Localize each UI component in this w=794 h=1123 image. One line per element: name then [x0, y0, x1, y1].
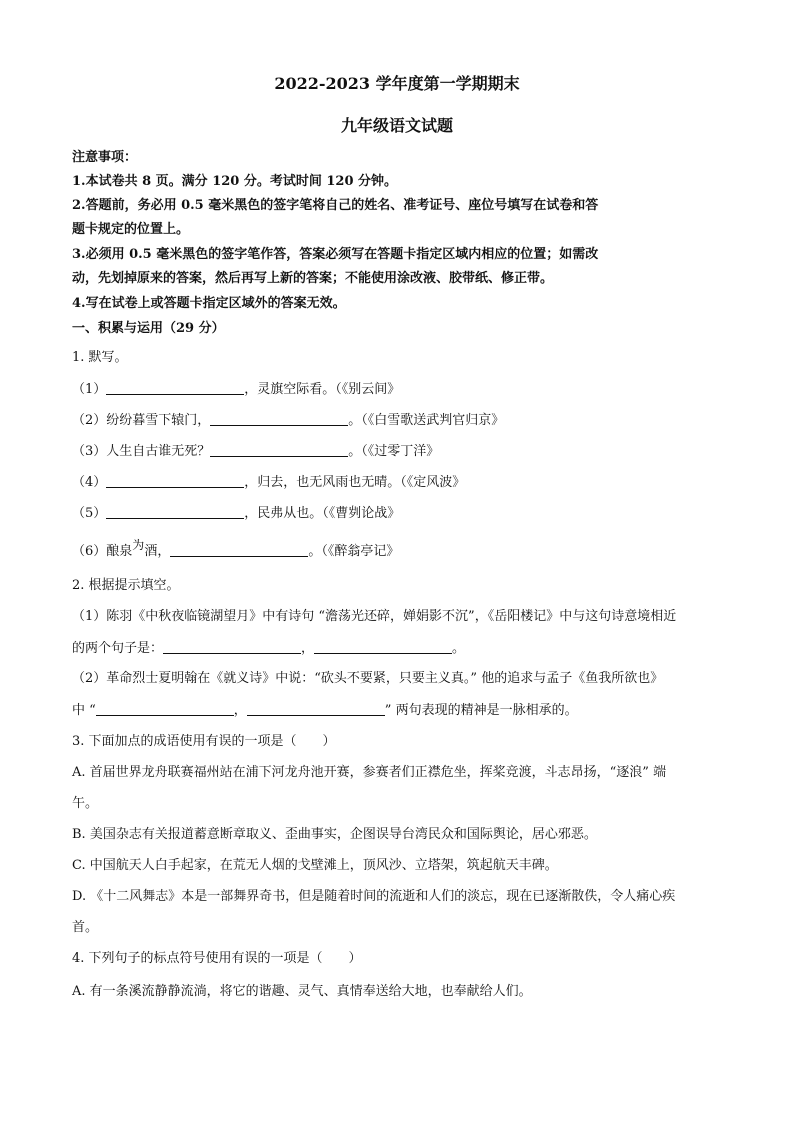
- option-a-cont: 午。: [72, 796, 99, 811]
- section-heading: 一、积累与运用（29 分）: [72, 321, 225, 336]
- answer-blank[interactable]: [96, 701, 234, 716]
- fill-item: [72, 473, 465, 492]
- item-text: 。（《过零丁洋》: [348, 444, 440, 459]
- answer-blank[interactable]: [106, 504, 244, 519]
- option-d-cont: 首。: [72, 920, 99, 935]
- item-text: 人生自古谁无死？: [106, 444, 211, 459]
- fill-item: [72, 538, 400, 561]
- item-text: ，归去，也无风雨也无晴。（《定风波》: [244, 475, 466, 490]
- option-c: C. 中国航天人白手起家，在荒无人烟的戈壁滩上，顶风沙、立塔架，筑起航天丰碑。: [72, 858, 558, 873]
- fill-item: [72, 701, 578, 720]
- notice-item: 1.本试卷共 8 页。满分 120 分。考试时间 120 分钟。: [72, 174, 398, 189]
- notice-item: 2.答题前，务必用 0.5 毫米黑色的签字笔将自己的姓名、准考证号、座位号填写在试卷和答: [72, 198, 599, 213]
- exam-title: 2022-2023 学年度第一学期期末: [274, 74, 520, 93]
- item-text: 。（《白雪歌送武判官归京》: [348, 413, 505, 428]
- item-text: ，民弗从也。（《曹刿论战》: [244, 506, 401, 521]
- option-d: D. 《十二风舞志》本是一部舞界奇书，但是随着时间的流逝和人们的淡忘，现在已逐渐散佚，令人痛心疾: [72, 889, 676, 904]
- item-text: 的两个句子是：: [72, 641, 164, 656]
- notice-heading: 注意事项：: [72, 150, 138, 165]
- item-number: （3）: [72, 444, 107, 459]
- item-text: ，灵旗空际看。（《别云间》: [244, 382, 401, 397]
- question-stem: 1. 默写。: [72, 350, 128, 365]
- item-text: 。（《醉翁亭记》: [308, 544, 400, 559]
- fill-item: [72, 442, 439, 461]
- notice-item: 题卡规定的位置上。: [72, 222, 190, 237]
- answer-blank[interactable]: [170, 542, 308, 557]
- item-number: （6）: [72, 544, 107, 559]
- item-text: 。: [452, 641, 466, 656]
- notice-item: 动，先划掉原来的答案，然后再写上新的答案；不能使用涂改液、胶带纸、修正带。: [72, 271, 554, 286]
- fill-item: [72, 504, 400, 523]
- answer-blank[interactable]: [106, 380, 244, 395]
- item-number: （5）: [72, 506, 107, 521]
- item-text: 酒，: [144, 544, 171, 559]
- fill-item: [72, 411, 504, 430]
- question-text: （2）革命烈士夏明翰在《就义诗》中说：“砍头不要紧，只要主义真。” 他的追求与孟子《鱼我所欲也》: [72, 671, 664, 686]
- superscript-char: 为: [132, 538, 145, 552]
- option-a: A. 有一条溪流静静流淌，将它的谐趣、灵气、真情奉送给大地，也奉献给人们。: [72, 984, 532, 999]
- question-stem: 4. 下列句子的标点符号使用有误的一项是（ ）: [72, 951, 362, 966]
- answer-blank[interactable]: [210, 411, 348, 426]
- question-stem: 2. 根据提示填空。: [72, 578, 180, 593]
- item-text: ” 两句表现的精神是一脉相承的。: [384, 703, 578, 718]
- option-b: B. 美国杂志有关报道蓄意断章取义、歪曲事实，企图误导台湾民众和国际舆论，居心邪恶。: [72, 827, 597, 842]
- question-stem: 3. 下面加点的成语使用有误的一项是（ ）: [72, 734, 336, 749]
- answer-blank[interactable]: [247, 701, 385, 716]
- item-text: ，: [233, 703, 247, 718]
- item-text: ，: [301, 641, 315, 656]
- notice-item: 3.必须用 0.5 毫米黑色的签字笔作答，答案必须写在答题卡指定区域内相应的位置；如需改: [72, 247, 599, 262]
- answer-blank[interactable]: [106, 473, 244, 488]
- answer-blank[interactable]: [210, 442, 348, 457]
- option-a: A. 首届世界龙舟联赛福州站在浦下河龙舟池开赛，参赛者们正襟危坐，挥桨竞渡，斗志昂扬，“逐浪” 端: [72, 765, 667, 780]
- item-text: 中 “: [72, 703, 96, 718]
- item-text: 酿泉: [106, 544, 133, 559]
- question-text: （1）陈羽《中秋夜临镜湖望月》中有诗句 “澹荡光还碎，婵娟影不沉”，《岳阳楼记》中与这句诗意境相近: [72, 609, 677, 624]
- item-text: 纷纷暮雪下辕门，: [106, 413, 211, 428]
- notice-item: 4.写在试卷上或答题卡指定区域外的答案无效。: [72, 296, 346, 311]
- item-number: （1）: [72, 382, 107, 397]
- item-number: （4）: [72, 475, 107, 490]
- exam-subtitle: 九年级语文试题: [340, 116, 453, 135]
- fill-item: [72, 639, 465, 658]
- item-number: （2）: [72, 413, 107, 428]
- fill-item: [72, 380, 400, 399]
- answer-blank[interactable]: [314, 639, 452, 654]
- answer-blank[interactable]: [163, 639, 301, 654]
